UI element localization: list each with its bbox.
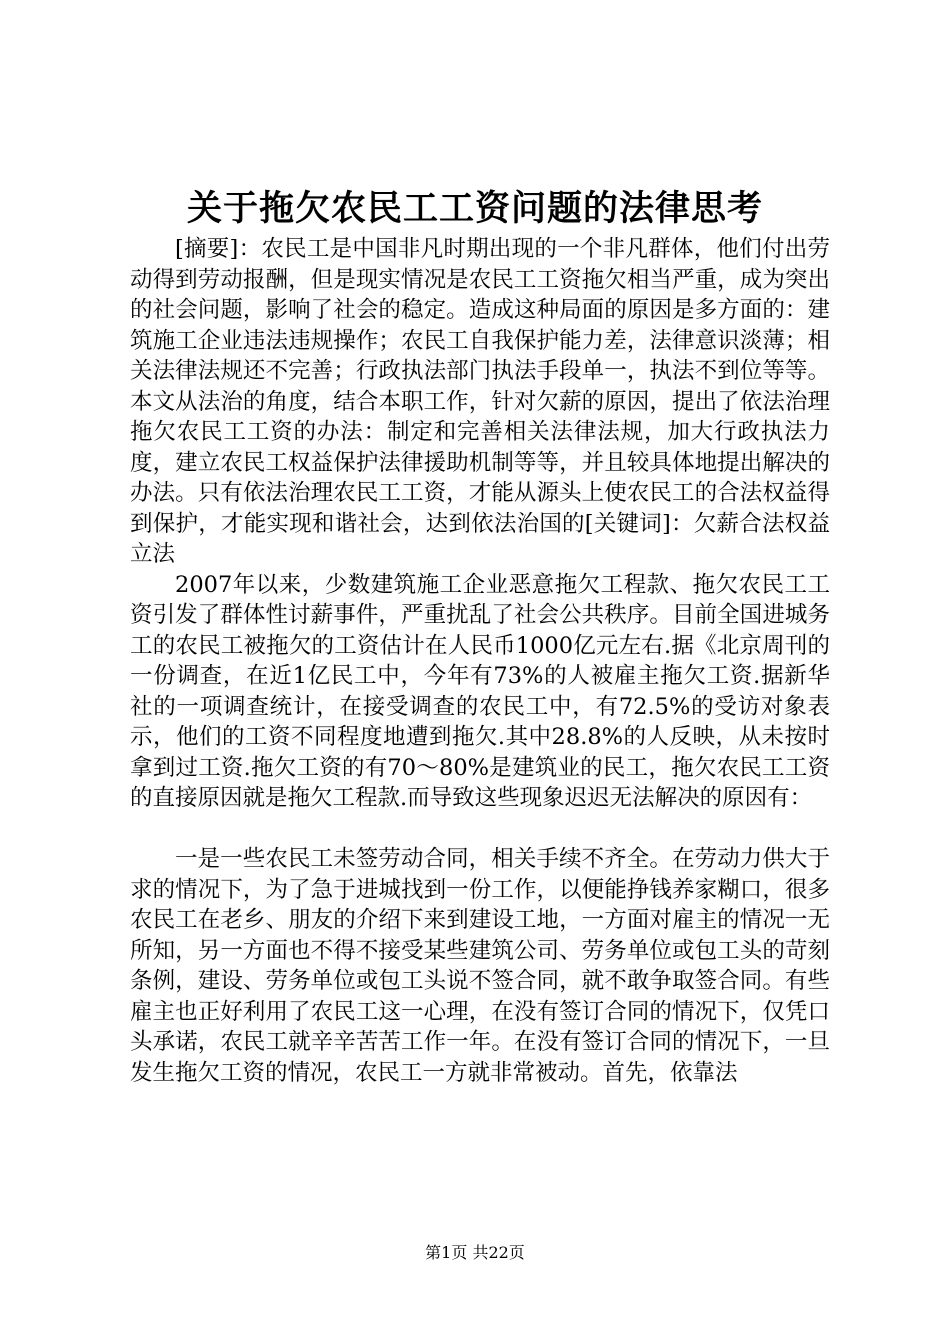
page-number: 第1页 共22页 <box>425 1243 525 1262</box>
body-paragraph: 一是一些农民工未签劳动合同，相关手续不齐全。在劳动力供大于求的情况下，为了急于进城找到一份工作，以便能挣钱养家糊口，很多农民工在老乡、朋友的介绍下来到建设工地，一方面对雇主的情况一无所知，另一方面也不得不接受某些建筑公司、劳务单位或包工头的苛刻条例，建设、劳务单位或包工头说不签合同，就不敢争取签合同。有些雇主也正好利用了农民工这一心理，在没有签订合同的情况下，仅凭口头承诺，农民工就辛辛苦苦工作一年。在没有签订合同的情况下，一旦发生拖欠工资的情况，农民工一方就非常被动。首先，依靠法 <box>130 846 830 1086</box>
document-body <box>130 234 830 1088</box>
body-paragraph: 2007年以来，少数建筑施工企业恶意拖欠工程款、拖欠农民工工资引发了群体性讨薪事件，严重扰乱了社会公共秩序。目前全国进城务工的农民工被拖欠的工资估计在人民币1000亿元左右.据《北京周刊的一份调查，在近1亿民工中，今年有73%的人被雇主拖欠工资.据新华社的一项调查统计，在接受调查的农民工中，有72.5%的受访对象表示，他们的工资不同程度地遭到拖欠.其中28.8%的人反映，从未按时拿到过工资.拖欠工资的有70～80%是建筑业的民工，拖欠农民工工资的直接原因就是拖欠工程款.而导致这些现象迟迟无法解决的原因有： <box>130 571 830 811</box>
abstract-paragraph: [摘要]：农民工是中国非凡时期出现的一个非凡群体，他们付出劳动得到劳动报酬，但是现实情况是农民工工资拖欠相当严重，成为突出的社会问题，影响了社会的稳定。造成这种局面的原因是多方面的：建筑施工企业违法违规操作；农民工自我保护能力差，法律意识淡薄；相关法律法规还不完善；行政执法部门执法手段单一，执法不到位等等。本文从法治的角度，结合本职工作，针对欠薪的原因，提出了依法治理拖欠农民工工资的办法：制定和完善相关法律法规，加大行政执法力度，建立农民工权益保护法律援助机制等等，并且较具体地提出解决的办法。只有依法治理农民工工资，才能从源头上使农民工的合法权益得到保护，才能实现和谐社会，达到依法治国的[关键词]：欠薪合法权益立法 <box>130 236 830 567</box>
document-title: 关于拖欠农民工工资问题的法律思考 <box>186 188 763 229</box>
